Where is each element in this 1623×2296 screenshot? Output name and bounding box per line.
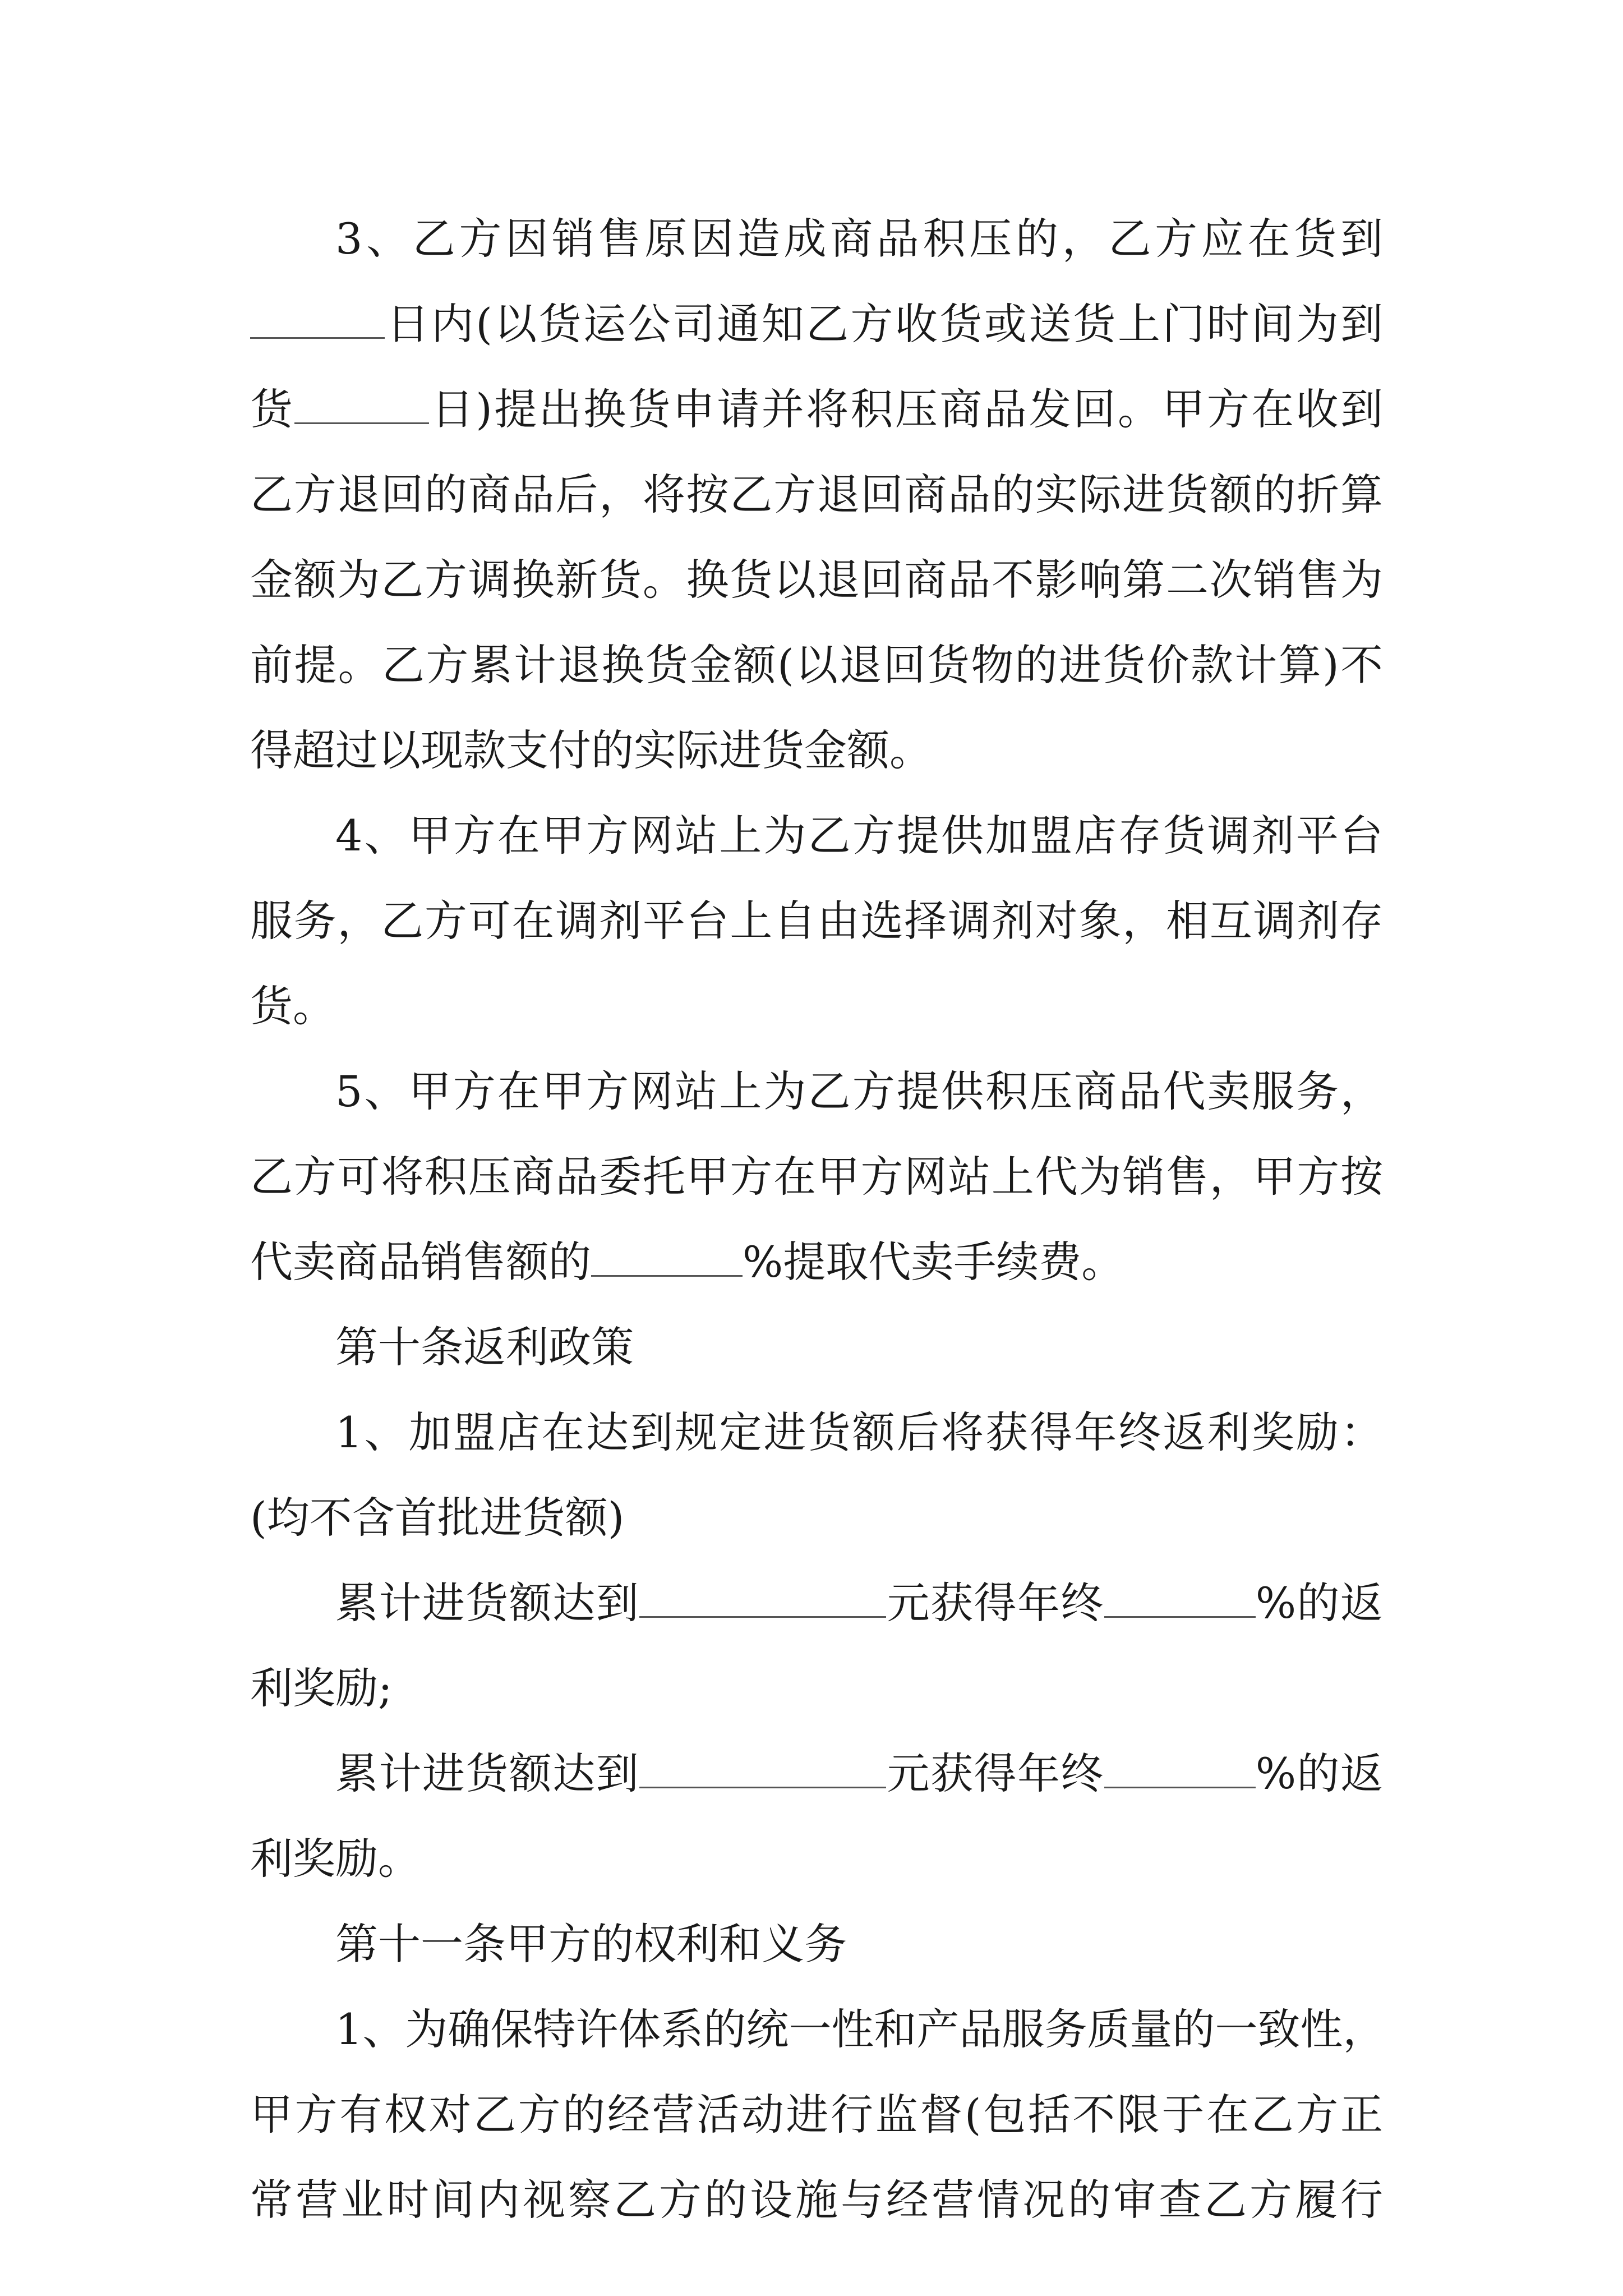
text-line (250, 708, 1383, 793)
text-line (250, 196, 1383, 282)
text-line (250, 878, 1383, 964)
text-run: 累计进货额达到 (335, 1749, 640, 1798)
text-run: 3、乙方因销售原因造成商品积压的，乙方应在货到 (335, 214, 1383, 264)
text-run: 货。 (250, 981, 335, 1031)
text-run: %的返 (1255, 1749, 1384, 1798)
text-line (250, 1646, 1383, 1731)
text-line (250, 793, 1383, 878)
text-run: 乙方可将积压商品委托甲方在甲方网站上代为销售，甲方按 (250, 1152, 1383, 1202)
text-line (250, 1816, 1383, 1902)
text-line (250, 282, 1383, 367)
paragraph (250, 1987, 1386, 2243)
text-run: 得超过以现款支付的实际进货金额。 (250, 725, 932, 775)
section-heading (250, 1902, 1383, 1987)
text-line (250, 452, 1383, 537)
text-run: %提取代卖手续费。 (743, 1237, 1124, 1287)
text-run: 累计进货额达到 (335, 1578, 640, 1628)
paragraph (250, 1561, 1383, 1731)
section-heading (250, 1305, 1383, 1390)
paragraph (250, 1049, 1383, 1305)
text-line (250, 1731, 1383, 1816)
fill-in-blank (639, 1582, 886, 1618)
text-run: 甲方有权对乙方的经营活动进行监督(包括不限于在乙方正 (250, 2090, 1383, 2139)
text-run: 5、甲方在甲方网站上为乙方提供积压商品代卖服务， (335, 1066, 1383, 1116)
text-run: 货 (250, 384, 295, 434)
text-line (250, 1902, 1383, 1987)
paragraph (250, 1731, 1383, 1902)
text-line (250, 367, 1383, 452)
text-run: 代卖商品销售额的 (250, 1237, 591, 1287)
text-run: 服务，乙方可在调剂平台上自由选择调剂对象，相互调剂存 (250, 896, 1383, 946)
text-line (250, 2157, 1383, 2243)
text-line (250, 623, 1383, 708)
text-line (250, 2072, 1383, 2157)
document-body (250, 196, 1386, 2243)
text-run: 常营业时间内视察乙方的设施与经营情况的审查乙方履行 (250, 2175, 1383, 2225)
text-run: 日内(以货运公司通知乙方收货或送货上门时间为到 (385, 299, 1383, 349)
text-run: 金额为乙方调换新货。换货以退回商品不影响第二次销售为 (250, 555, 1383, 605)
text-line (250, 1561, 1383, 1646)
text-run: 利奖励。 (250, 1834, 421, 1884)
text-run: (均不含首批进货额) (250, 1493, 625, 1543)
text-run: 第十一条甲方的权利和义务 (335, 1919, 847, 1969)
paragraph (250, 1390, 1383, 1561)
fill-in-blank (1104, 1582, 1256, 1618)
text-run: 乙方退回的商品后，将按乙方退回商品的实际进货额的折算 (250, 470, 1383, 519)
text-run: 4、甲方在甲方网站上为乙方提供加盟店存货调剂平台 (335, 811, 1383, 861)
text-run: 元获得年终 (886, 1749, 1104, 1798)
text-run: 利奖励; (250, 1663, 393, 1713)
text-line (250, 1220, 1383, 1305)
text-line (250, 1390, 1383, 1475)
text-line (250, 1049, 1383, 1134)
text-line (250, 1305, 1383, 1390)
text-line (250, 537, 1383, 623)
text-run: 日)提出换货申请并将积压商品发回。甲方在收到 (429, 384, 1383, 434)
fill-in-blank (250, 303, 385, 339)
text-run: 1、为确保特许体系的统一性和产品服务质量的一致性， (335, 2004, 1386, 2054)
fill-in-blank (591, 1241, 743, 1277)
text-run: 元获得年终 (886, 1578, 1104, 1628)
fill-in-blank (294, 389, 429, 424)
text-run: 1、加盟店在达到规定进货额后将获得年终返利奖励： (335, 1407, 1383, 1457)
paragraph (250, 196, 1383, 793)
text-run: %的返 (1255, 1578, 1384, 1628)
fill-in-blank (639, 1753, 886, 1788)
fill-in-blank (1104, 1753, 1256, 1788)
text-line (250, 1987, 1386, 2072)
text-line (250, 1134, 1383, 1220)
text-line (250, 964, 1383, 1049)
text-run: 前提。乙方累计退换货金额(以退回货物的进货价款计算)不 (250, 640, 1383, 690)
text-run: 第十条返利政策 (335, 1322, 634, 1372)
paragraph (250, 793, 1383, 1049)
text-line (250, 1475, 1383, 1561)
